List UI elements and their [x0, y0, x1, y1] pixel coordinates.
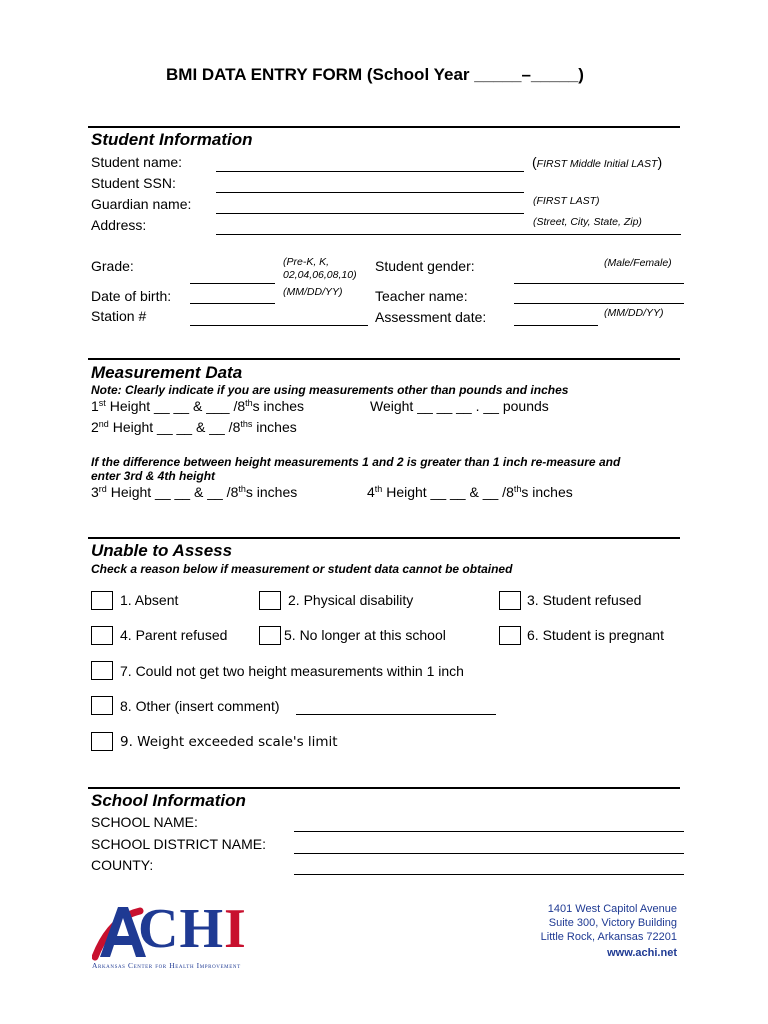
- grade-field[interactable]: [190, 283, 275, 284]
- form-title: BMI DATA ENTRY FORM (School Year _____–_____): [166, 65, 584, 84]
- remeasure-instruction-1: If the difference between height measurements 1 and 2 is greater than 1 inch re-measure and: [91, 455, 621, 469]
- address-label: Address:: [91, 217, 147, 233]
- guardian-name-field[interactable]: [216, 213, 524, 214]
- section-divider: [88, 537, 680, 539]
- option-physical-disability-label: 2. Physical disability: [288, 592, 414, 608]
- gender-hint: (Male/Female): [604, 257, 672, 269]
- student-name-label: Student name:: [91, 154, 183, 170]
- option-absent-label: 1. Absent: [120, 592, 179, 608]
- unable-note: Check a reason below if measurement or student data cannot be obtained: [91, 562, 513, 576]
- achi-logo: [92, 898, 264, 970]
- unable-heading: Unable to Assess: [91, 541, 233, 560]
- checkbox-physical-disability[interactable]: [259, 591, 281, 610]
- section-divider: [88, 787, 680, 789]
- checkbox-student-pregnant[interactable]: [499, 626, 521, 645]
- teacher-name-label: Teacher name:: [375, 288, 468, 304]
- assessment-date-hint: (MM/DD/YY): [604, 307, 664, 319]
- other-comment-field[interactable]: [296, 714, 496, 715]
- measurement-note: Note: Clearly indicate if you are using measurements other than pounds and inches: [91, 383, 569, 397]
- teacher-name-field[interactable]: [514, 303, 684, 304]
- grade-hint-2: 02,04,06,08,10): [283, 269, 357, 281]
- website-link[interactable]: www.achi.net: [607, 947, 677, 959]
- height-2-entry[interactable]: 2nd Height __ __ & __ $/8^{ths}$ inches: [91, 419, 297, 435]
- address-line-2: Suite 300, Victory Building: [548, 917, 677, 929]
- student-ssn-label: Student SSN:: [91, 175, 176, 191]
- logo-caption: Arkansas Center for Health Improvement: [92, 961, 241, 970]
- guardian-name-label: Guardian name:: [91, 196, 192, 212]
- station-label: Station #: [91, 308, 147, 324]
- dob-label: Date of birth:: [91, 288, 172, 304]
- grade-hint-1: (Pre-K, K,: [283, 256, 330, 268]
- address-line-3: Little Rock, Arkansas 72201: [540, 931, 677, 943]
- student-ssn-field[interactable]: [216, 192, 524, 193]
- option-parent-refused-label: 4. Parent refused: [120, 627, 228, 643]
- dob-field[interactable]: [190, 303, 275, 304]
- height-4-entry[interactable]: 4th Height __ __ & __ /8ths inches: [367, 484, 573, 500]
- weight-entry[interactable]: Weight __ __ __ . __ pounds: [370, 398, 549, 414]
- checkbox-weight-exceeded[interactable]: [91, 732, 113, 751]
- assessment-date-label: Assessment date:: [375, 309, 487, 325]
- option-no-longer-at-school-label: 5. No longer at this school: [284, 627, 446, 643]
- address-hint: (Street, City, State, Zip): [533, 216, 642, 228]
- section-divider: [88, 358, 680, 360]
- checkbox-no-longer-at-school[interactable]: [259, 626, 281, 645]
- county-label: COUNTY:: [91, 857, 154, 873]
- student-name-hint: (FIRST Middle Initial LAST): [532, 154, 663, 170]
- option-weight-exceeded-label: 9. Weight exceeded scale's limit: [120, 734, 338, 750]
- gender-label: Student gender:: [375, 258, 475, 274]
- remeasure-instruction-2: enter 3rd & 4th height: [91, 469, 216, 483]
- school-info-heading: School Information: [91, 791, 246, 810]
- section-divider: [88, 126, 680, 128]
- gender-field[interactable]: [514, 283, 684, 284]
- student-name-field[interactable]: [216, 171, 524, 172]
- option-other-label: 8. Other (insert comment): [120, 698, 280, 714]
- checkbox-height-measurements[interactable]: [91, 661, 113, 680]
- school-name-label: SCHOOL NAME:: [91, 814, 198, 830]
- option-height-measurements-label: 7. Could not get two height measurements within 1 inch: [120, 663, 464, 679]
- district-name-field[interactable]: [294, 853, 684, 854]
- option-student-pregnant-label: 6. Student is pregnant: [527, 627, 664, 643]
- student-info-heading: Student Information: [91, 130, 253, 149]
- county-field[interactable]: [294, 874, 684, 875]
- option-student-refused-label: 3. Student refused: [527, 592, 642, 608]
- height-3-entry[interactable]: 3rd Height __ __ & __ /8ths inches: [91, 484, 298, 500]
- checkbox-student-refused[interactable]: [499, 591, 521, 610]
- checkbox-absent[interactable]: [91, 591, 113, 610]
- guardian-name-hint: (FIRST LAST): [533, 195, 600, 207]
- checkbox-other[interactable]: [91, 696, 113, 715]
- logo-text: CHI: [138, 898, 247, 960]
- grade-label: Grade:: [91, 258, 134, 274]
- measurement-heading: Measurement Data: [91, 363, 243, 382]
- height-1-entry[interactable]: 1st Height __ __ & ___ /8ths inches: [91, 398, 305, 414]
- address-line-1: 1401 West Capitol Avenue: [547, 903, 677, 915]
- district-name-label: SCHOOL DISTRICT NAME:: [91, 836, 267, 852]
- address-field[interactable]: [216, 234, 681, 235]
- checkbox-parent-refused[interactable]: [91, 626, 113, 645]
- dob-hint: (MM/DD/YY): [283, 286, 343, 298]
- school-name-field[interactable]: [294, 831, 684, 832]
- station-field[interactable]: [190, 325, 368, 326]
- assessment-date-field[interactable]: [514, 325, 598, 326]
